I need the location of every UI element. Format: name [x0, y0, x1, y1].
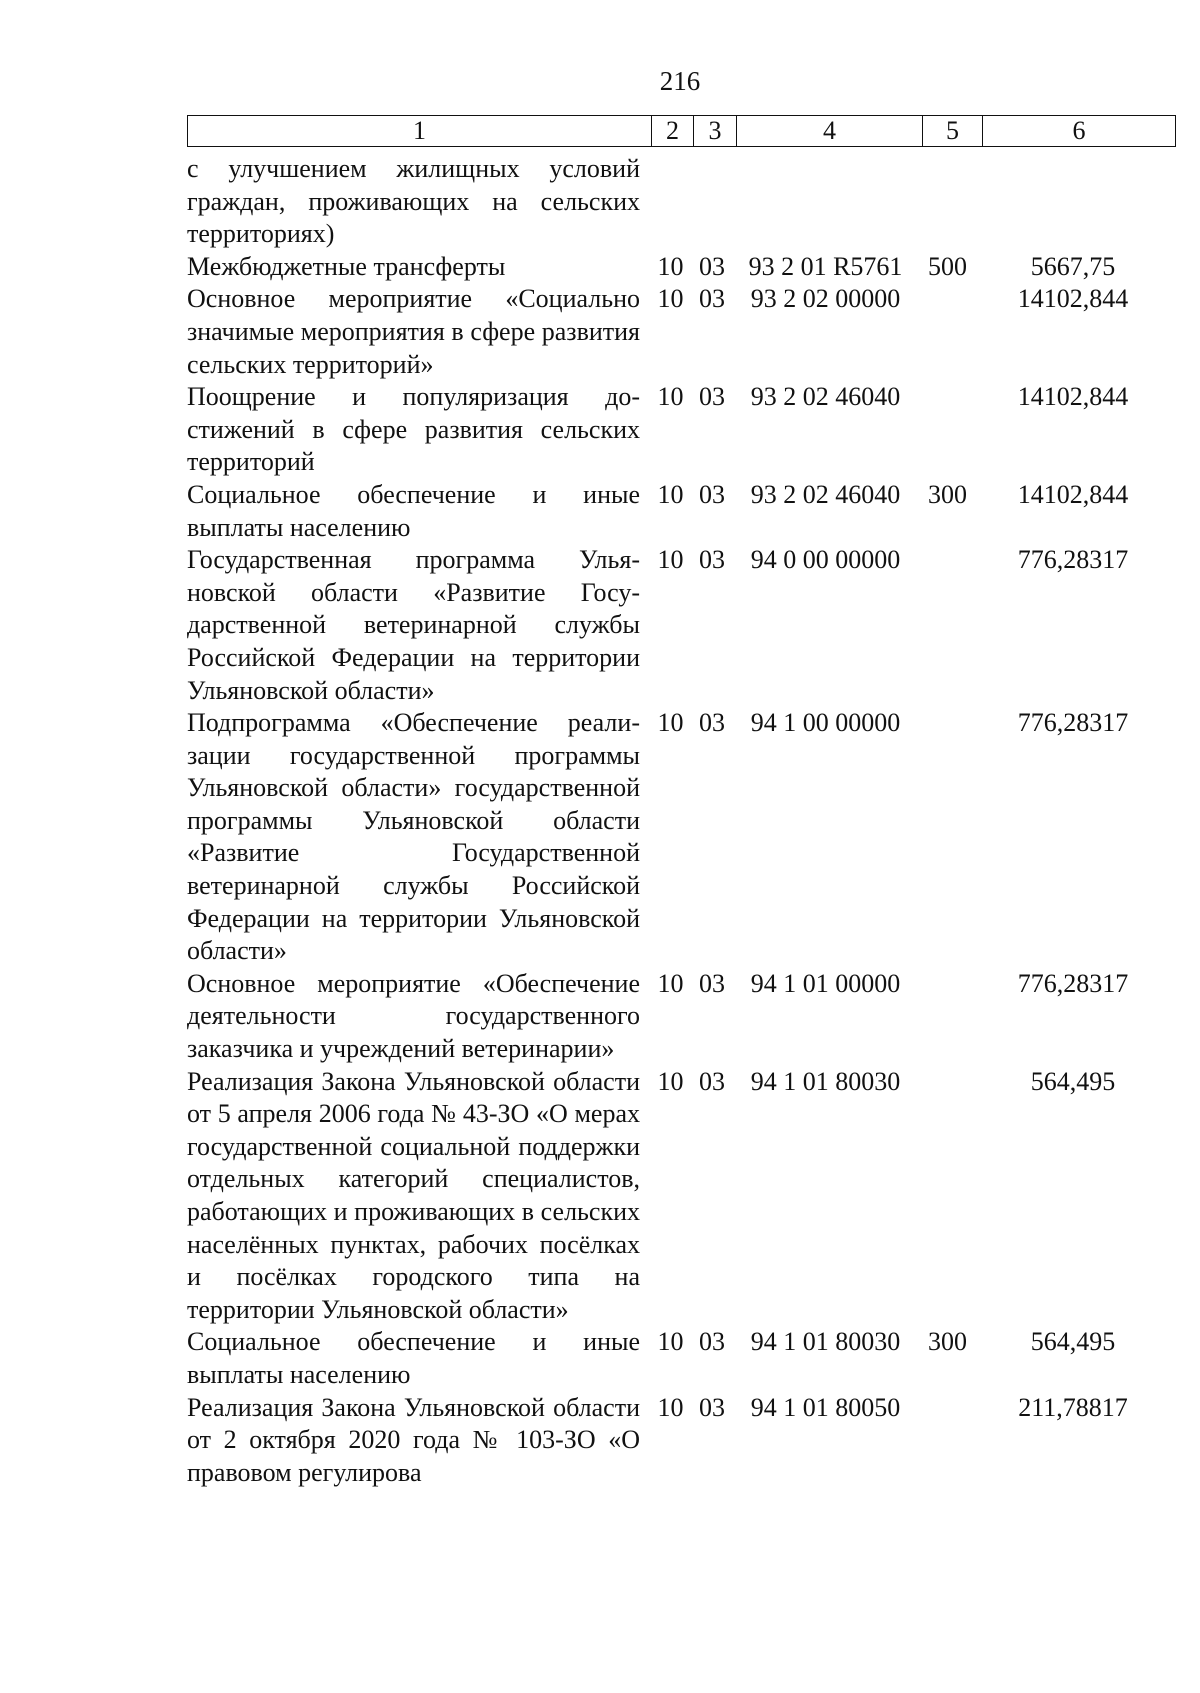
subsection-code: 03: [699, 1392, 725, 1422]
item-name: Поощрение и популяризация достижений в сфере развития сельских территорий: [187, 382, 640, 477]
target-article-code: 93 2 01 R5761: [748, 251, 903, 281]
item-name: Основное мероприятие «Социально значимые мероприятия в сфере развития сельских территорий»: [187, 284, 640, 379]
expense-type-code: [918, 968, 977, 1066]
table-row: [187, 251, 1169, 284]
target-article-code: [733, 153, 918, 251]
target-article-code: 93 2 02 00000: [750, 284, 901, 314]
expense-type-code: 500: [928, 251, 967, 281]
target-article-code: 94 1 01 80030: [750, 1327, 901, 1357]
expense-type-code: [918, 1066, 977, 1327]
subsection-code: 03: [699, 1066, 725, 1096]
amount-value: 776,28317: [1017, 545, 1129, 575]
table-row: [187, 968, 1169, 1066]
item-name: Реализация Закона Ульяновской области от 5 апреля 2006 года № 43-ЗО «О мерах государственной социальной поддержки отдельных категорий специалистов, работающих и проживающих в сельских населённых пунктах, рабочих посёлках и посёлках городского типа на территории Ульяновской области»: [187, 1066, 640, 1324]
amount-value: 211,78817: [1018, 1392, 1128, 1422]
subsection-code: 03: [699, 545, 725, 575]
expense-type-code: 300: [928, 479, 967, 509]
expense-type-code: [918, 544, 977, 707]
table-row: [187, 153, 1169, 251]
target-article-code: 94 1 01 00000: [750, 968, 901, 998]
item-name: с улучшением жилищных условий граждан, проживающих на сельских территориях): [187, 154, 640, 249]
header-cell-4: 4: [737, 116, 923, 147]
header-cell-3: 3: [694, 116, 737, 147]
header-cell-1: 1: [188, 116, 652, 147]
target-article-code: 94 1 01 80050: [750, 1392, 901, 1422]
table-row: [187, 707, 1169, 968]
table-row: [187, 479, 1169, 544]
subsection-code: 03: [699, 284, 725, 314]
target-article-code: 94 0 00 00000: [750, 545, 901, 575]
target-article-code: 93 2 02 46040: [750, 382, 901, 412]
expense-type-code: [918, 1392, 977, 1490]
section-code: 10: [657, 284, 684, 314]
section-code: 10: [657, 545, 684, 575]
header-cell-6: 6: [983, 116, 1176, 147]
table-row: [187, 544, 1169, 707]
item-name: Реализация Закона Ульяновской области от 2 октября 2020 года № 103-ЗО «О правовом регулирова: [187, 1392, 640, 1487]
header-cell-5: 5: [923, 116, 983, 147]
subsection-code: 03: [699, 479, 725, 509]
amount-value: 14102,844: [1017, 382, 1129, 412]
target-article-code: 94 1 00 00000: [750, 708, 901, 738]
subsection-code: 03: [699, 968, 725, 998]
page-number: 216: [659, 66, 701, 96]
amount-value: 776,28317: [1017, 968, 1129, 998]
section-code: 10: [657, 1066, 684, 1096]
section-code: 10: [657, 708, 684, 738]
amount-value: 776,28317: [1017, 708, 1129, 738]
target-article-code: 93 2 02 46040: [750, 479, 901, 509]
expense-type-code: 300: [928, 1327, 967, 1357]
amount-value: [977, 153, 1169, 251]
section-code: 10: [657, 968, 684, 998]
table-header: [187, 115, 1176, 147]
section-code: 10: [657, 382, 684, 412]
table-row: [187, 1392, 1169, 1490]
table-body: [187, 153, 1169, 1489]
amount-value: 14102,844: [1017, 284, 1129, 314]
expense-type-code: [918, 381, 977, 479]
item-name: Социальное обеспечение и иные выплаты населению: [187, 479, 640, 542]
table-row: [187, 381, 1169, 479]
section-code: 10: [657, 251, 684, 281]
amount-value: 564,495: [1030, 1066, 1116, 1096]
amount-value: 564,495: [1030, 1327, 1116, 1357]
item-name: Государственная программа Ульяновской области «Развитие Государственной ветеринарной службы Российской Федерации на территории Ульяновской области»: [187, 545, 640, 705]
table-row: [187, 1066, 1169, 1327]
expense-type-code: [918, 153, 977, 251]
table-row: [187, 283, 1169, 381]
target-article-code: 94 1 01 80030: [750, 1066, 901, 1096]
item-name: Социальное обеспечение и иные выплаты населению: [187, 1327, 640, 1389]
subsection-code: 03: [699, 1327, 725, 1357]
section-code: [650, 153, 691, 251]
item-name: Подпрограмма «Обеспечение реализации государственной программы Ульяновской области» государственной программы Ульяновской области «Развитие Государственной ветеринарной службы Российской Федерации на территории Ульяновской области»: [187, 708, 640, 966]
budget-table: [187, 153, 1169, 1489]
item-name: Межбюджетные трансферты: [187, 251, 506, 281]
header-cell-2: 2: [652, 116, 694, 147]
section-code: 10: [657, 479, 684, 509]
section-code: 10: [657, 1327, 684, 1357]
table-row: [187, 1326, 1169, 1391]
amount-value: 5667,75: [1030, 251, 1116, 281]
subsection-code: [691, 153, 733, 251]
header-row: [188, 116, 1176, 147]
item-name: Основное мероприятие «Обеспечение деятельности государственного заказчика и учреждений ветеринарии»: [187, 968, 640, 1064]
amount-value: 14102,844: [1017, 479, 1129, 509]
subsection-code: 03: [699, 382, 725, 412]
subsection-code: 03: [699, 708, 725, 738]
section-code: 10: [657, 1392, 684, 1422]
expense-type-code: [918, 283, 977, 381]
expense-type-code: [918, 707, 977, 968]
subsection-code: 03: [699, 251, 725, 281]
